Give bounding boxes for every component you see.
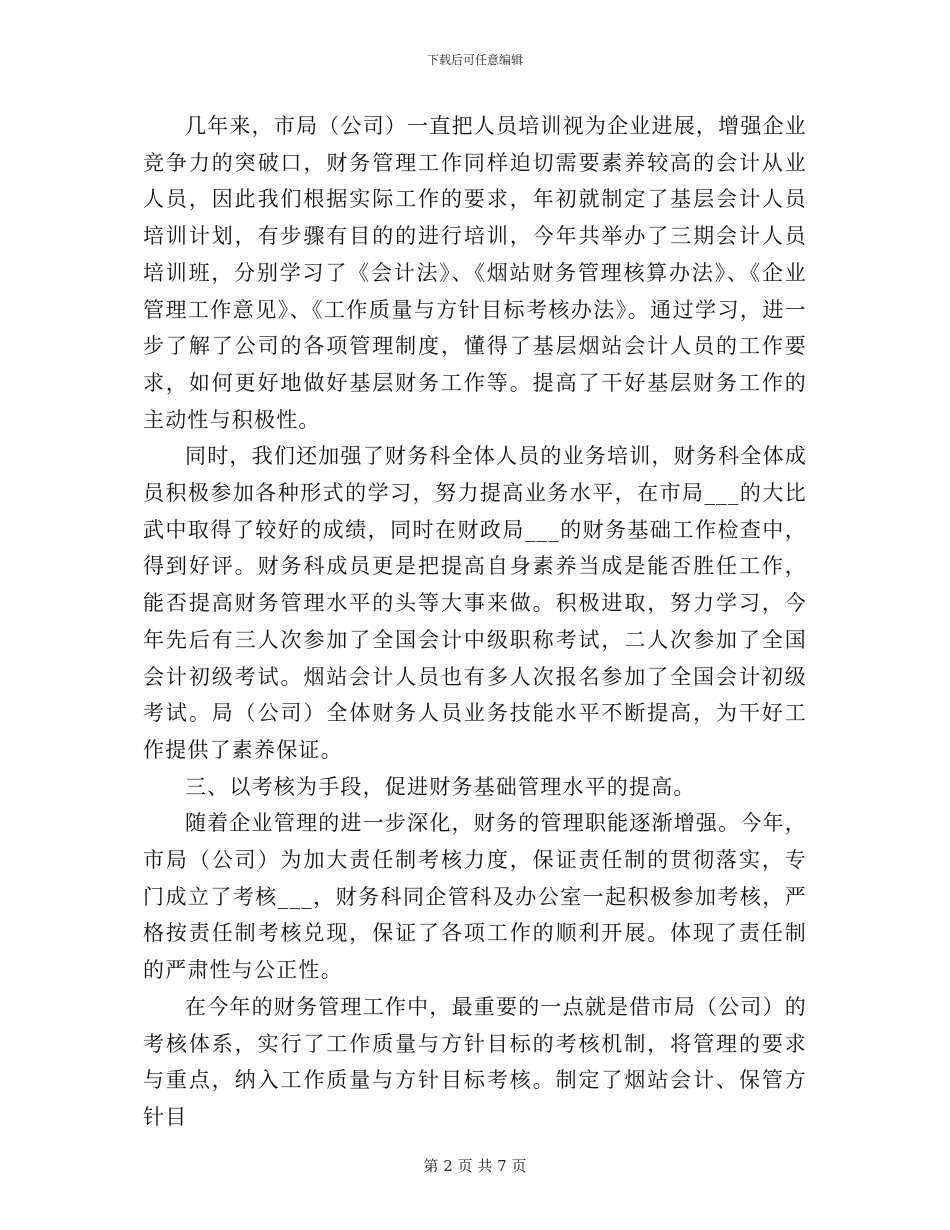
paragraph-responsibility-system: 随着企业管理的进一步深化，财务的管理职能逐渐增强。今年，市局（公司）为加大责任制考核力度，保证责任制的贯彻落实，专门成立了考核___，财务科同企管科及办公室一起积极参加考核，严格按责任制考核兑现，保证了各项工作的顺利开展。体现了责任制的严肃性与公正性。 [143, 811, 807, 983]
page-header: 下载后可任意编辑 [426, 53, 523, 67]
section-heading-assessment: 三、以考核为手段，促进财务基础管理水平的提高。 [185, 774, 696, 799]
paragraph-assessment-mechanism: 在今年的财务管理工作中，最重要的一点就是借市局（公司）的考核体系，实行了工作质量与方针目标的考核机制，将管理的要求与重点，纳入工作质量与方针目标考核。制定了烟站会计、保管方针目 [143, 994, 807, 1129]
page-number: 第 2 页 共 7 页 [423, 1157, 527, 1175]
document-body [143, 108, 807, 1136]
paragraph-staff-training: 同时，我们还加强了财务科全体人员的业务培训，财务科全体成员积极参加各种形式的学习，努力提高业务水平，在市局___的大比武中取得了较好的成绩，同时在财政局___的财务基础工作检查中，得到好评。财务科成员更是把提高自身素养当成是能否胜任工作，能否提高财务管理水平的头等大事来做。积极进取，努力学习，今年先后有三人次参加了全国会计中级职称考试，二人次参加了全国会计初级考试。烟站会计人员也有多人次报名参加了全国会计初级考试。局（公司）全体财务人员业务技能水平不断提高，为干好工作提供了素养保证。 [143, 444, 807, 762]
paragraph-training-plan: 几年来，市局（公司）一直把人员培训视为企业进展，增强企业竞争力的突破口，财务管理工作同样迫切需要素养较高的会计从业人员，因此我们根据实际工作的要求，年初就制定了基层会计人员培训计划，有步骤有目的的进行培训，今年共举办了三期会计人员培训班，分别学习了《会计法》、《烟站财务管理核算办法》、《企业管理工作意见》、《工作质量与方针目标考核办法》。通过学习，进一步了解了公司的各项管理制度，懂得了基层烟站会计人员的工作要求，如何更好地做好基层财务工作等。提高了干好基层财务工作的主动性与积极性。 [143, 114, 807, 432]
